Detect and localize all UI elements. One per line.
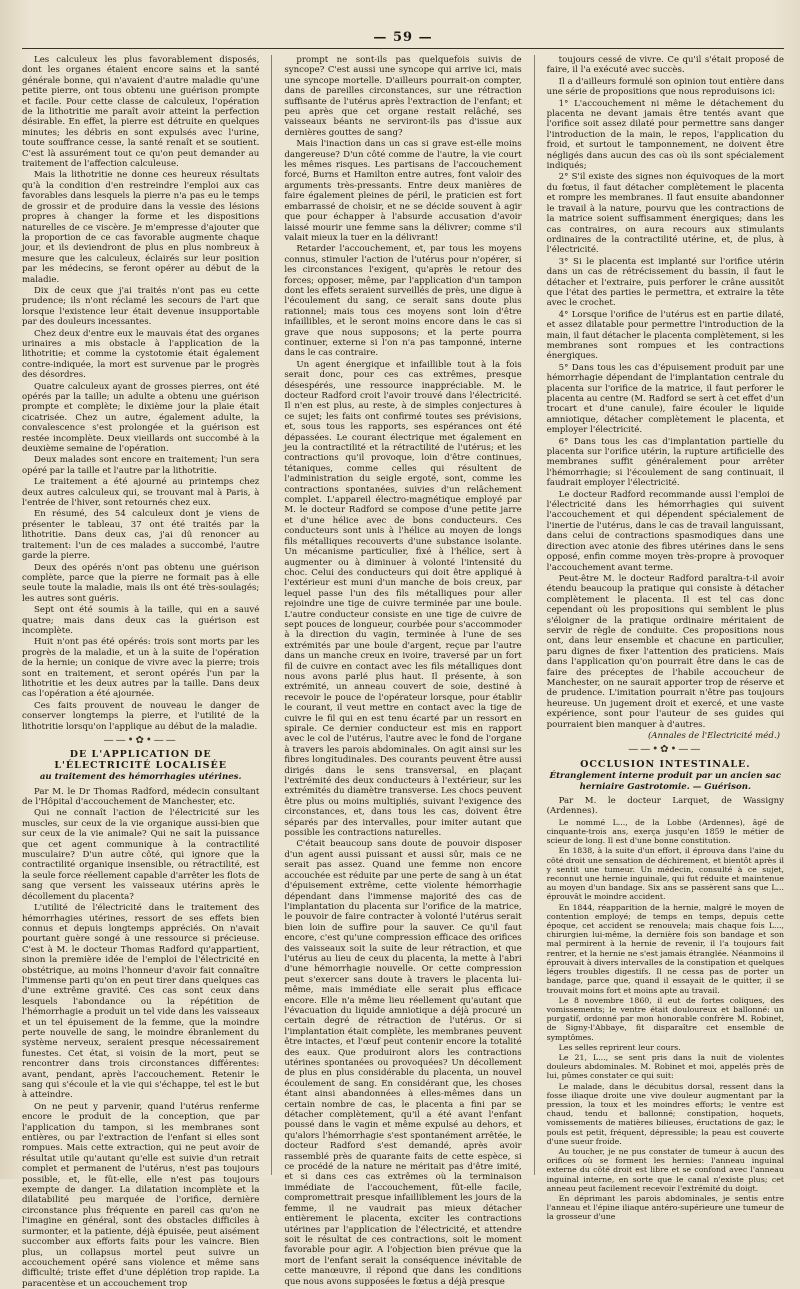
article-title: OCCLUSION INTESTINALE. <box>580 758 751 770</box>
paragraph: 2° S'il existe des signes non équivoques de la mort du fœtus, il faut détacher complètement le placenta et rompre les membranes. Il faut ensuite abandonner le travail à la nature, pourvu que les contractions de la matrice soient suffisamment énergiques; dans les cas contraires, on aura recours aux stimulants ordinaires de la contractilité utérine, et, de plus, à l'électricité. <box>546 172 784 256</box>
article-author: Par M. le docteur Larquet, de Wassigny (Ardennes). <box>546 796 784 817</box>
column-3-text <box>547 55 784 730</box>
paragraph: Peut-être M. le docteur Radford paraîtra-t-il avoir étendu beaucoup la pratique qui consiste à détacher complètement le placenta. Il est tel cas donc cependant où les propositions qui semblent le plus s'éloigner de la pratique ordinaire méritaient de servir de règle de conduite. Ces propositions nous ont, dans leur ensemble et chacune en particulier, paru dignes de fixer l'attention des praticiens. Mais dans l'application qu'on pourrait être dans le cas de faire des préceptes de l'habile accoucheur de Manchester, on ne saurait apporter trop de réserve et de prudence. L'imitation pourrait n'être pas toujours heureuse. Un jugement droit et exercé, et une vaste expérience, sont pour l'auteur de ses guides qui pourraient bien manquer à d'autres. <box>546 573 784 730</box>
paragraph: Les calculeux les plus favorablement disposés, dont les organes étaient encore sains et la santé générale bonne, qui n'avaient d'autre maladie qu'une petite pierre, ont tous obtenu une guérison prompte et facile. Pour cette classe de calculeux, l'opération de la lithotritie me paraît avoir atteint la perfection désirable. En effet, la pierre est détruite en quelques minutes; les débris en sont expulsés avec l'urine, toute souffrance cesse, la santé renaît et se soutient. C'est là assurément tout ce qu'on peut demander au traitement de l'affection calculeuse. <box>22 55 260 170</box>
paragraph: Mais l'inaction dans un cas si grave est-elle moins dangereuse? D'un côté comme de l'autre, la vie court les mêmes risques. Les partisans de l'accouchement forcé, Burns et Hamilton entre autres, font valoir des arguments très-pressants. Entre deux manières de faire également pleines de péril, le praticien est fort embarrassé de choisir, et ne se décide souvent à agir que pour échapper à l'absurde accusation d'avoir laissé mourir une femme sans la délivrer; comme s'il valait mieux la tuer en la délivrant! <box>284 139 522 243</box>
paragraph: Quatre calculeux ayant de grosses pierres, ont été opérés par la taille; un adulte a obtenu une guérison prompte et complète; le dixième jour la plaie était cicatrisée. Chez un autre, également adulte, la convalescence s'est prolongée et la guérison est restée incomplète. Deux vieillards ont succombé à la deuxième semaine de l'opération. <box>22 381 260 455</box>
column-3-article-text <box>547 818 784 1222</box>
paragraph: Mais la lithotritie ne donne ces heureux résultats qu'à la condition d'en restreindre l'emploi aux cas favorables dans lesquels la pierre n'a pas eu le temps de grossir et de produire dans la vessie des lésions propres à changer la forme et les dispositions naturelles de ce viscère. Je m'empresse d'ajouter que la proportion de ce cas favorable augmente chaque jour, et ils deviendront de plus en plus nombreux à mesure que les calculeux, éclairés sur leur position par les médecins, se feront opérer au début de la maladie. <box>22 170 260 285</box>
article-title: DE L'APPLICATION DE L'ÉLECTRICITÉ LOCALISÉE <box>54 749 228 771</box>
ornament-divider: ——•✿•—— <box>628 744 703 756</box>
paragraph: 6° Dans tous les cas d'implantation partielle du placenta sur l'orifice utérin, la rupture artificielle des membranes suffit généralement pour arrêter l'hémorrhagie; si l'écoulement de sang continuait, il faudrait employer l'électricité. <box>546 436 784 489</box>
paragraph: Qui ne connaît l'action de l'électricité sur les muscles, sur ceux de la vie organique aussi-bien que sur ceux de la vie animale? Qui ne sait la puissance que cet agent communique à la contractilité musculaire? D'un autre côté, qui ignore que la contractilité organique insensible, ou rétractilité, est la seule force réellement capable d'arrêter les flots de sang que versent les vaisseaux utérins après le décollement du placenta? <box>22 808 260 902</box>
paragraph: Ces faits prouvent de nouveau le danger de conserver longtemps la pierre, et l'utilité de la lithotritie lorsqu'on l'applique au début de la maladie. <box>22 700 260 732</box>
paragraph: Deux des opérés n'ont pas obtenu une guérison complète, parce que la pierre ne formait pas à elle seule toute la maladie, mais ils ont été très-soulagés; les autres sont guéris. <box>22 562 260 604</box>
paragraph: 1° L'accouchement ni même le détachement du placenta ne devant jamais être tentés avant que l'orifice soit assez dilaté pour permettre sans danger l'introduction de la main, le repos, l'application du froid, et surtout le tamponnement, ne doivent être négligés dans aucun des cas où ils sont spécialement indiqués; <box>546 98 784 172</box>
column-divider <box>534 55 535 1175</box>
header-rule <box>22 48 784 49</box>
paragraph: 3° Si le placenta est implanté sur l'orifice utérin dans un cas de rétrécissement du bassin, il faut le détacher et l'extraire, puis perforer le crâne aussitôt que l'état des parties le permettra, et extraire la tête avec le crochet. <box>546 256 784 309</box>
article-subtitle: au traitement des hémorrhagies utérines. <box>39 772 242 783</box>
source-citation: (Annales de l'Electricité méd.) <box>647 731 780 741</box>
paragraph: toujours cessé de vivre. Ce qu'il s'était proposé de faire, il l'a exécuté avec succès. <box>546 55 784 76</box>
paragraph: Chez deux d'entre eux le mauvais état des organes urinaires a mis obstacle à l'application de la lithotritie; et comme la cystotomie était également contre-indiquée, la mort est survenue par le progrès des désordres. <box>22 328 260 381</box>
paragraph: Un agent énergique et infaillible tout à la fois serait donc, pour ces cas extrêmes, presque désespérés, une ressource inappréciable. M. le docteur Radford croit l'avoir trouvé dans l'électricité. Il n'en est plus, au reste, à de simples conjectures à ce sujet; les faits ont confirmé toutes ses prévisions, et, sous tous les rapports, ses espérances ont été dépassées. Le courant électrique met également en jeu la contractilité et la rétractilité de l'utérus; et les contractions qu'il provoque, loin d'être continues, tétaniques, comme celles qui résultent de l'administration du seigle ergoté, sont, comme les contractions spontanées, suivies d'un relâchement complet. L'appareil électro-magnétique employé par M. le docteur Radford se compose d'une petite jarre et d'une hélice avec de bons conducteurs. Ces conducteurs sont unis à l'hélice au moyen de longs fils métalliques recouverts d'une substance isolante. Un mécanisme particulier, fixé à l'hélice, sert à augmenter ou à diminuer à volonté l'intensité du choc. Celui des conducteurs qui doit être appliqué à l'extérieur est muni d'un manche de bois creux, par lequel passe l'un des fils métalliques pour aller rejoindre une tige de cuivre terminée par une boule. L'autre conducteur consiste en une tige de cuivre de sept pouces de longueur, courbée pour s'accommoder à la direction du vagin, terminée à l'une de ses extrémités par une boule d'argent, reçue par l'autre dans un manche creux en ivoire, traversé par un fort fil de cuivre en contact avec les fils métalliques dont nous avons parlé plus haut. Il présente, à son extrémité, un anneau couvert de soie, destiné à recevoir le pouce de l'opérateur lorsque, pour établir le courant, il veut mettre en contact avec la tige de cuivre le fil qui en est tenu écarté par un ressort en spirale. Ce dernier conducteur est mis en rapport avec le col de l'utérus, l'autre avec le fond de l'organe à travers les parois abdominales. On agit ainsi sur les fibres longitudinales. Des courants peuvent être aussi dirigés dans le sens transversal, en plaçant l'extrémité des deux conducteurs à l'extérieur, sur les extrémités du diamètre transverse. Les chocs peuvent être plus ou moins multipliés, suivant l'exigence des circonstances, et, dans tous les cas, doivent être séparés par des intervalles, pour imiter autant que possible les contractions naturelles. <box>284 359 522 839</box>
paragraph: 4° Lorsque l'orifice de l'utérus est en partie dilaté, et assez dilatable pour permettre l'introduction de la main, il faut détacher le placenta complètement, si les membranes sont rompues et les contractions énergiques. <box>546 309 784 362</box>
article-author: Par M. le Dr Thomas Radford, médecin consultant de l'Hôpital d'accouchement de Manchester, etc. <box>22 786 260 808</box>
paragraph: Il a d'ailleurs formulé son opinion tout entière dans une série de propositions que nous reproduisons ici: <box>546 76 784 98</box>
paragraph: Le 8 novembre 1860, il eut de fortes coliques, des vomissements; le ventre était douloureux et ballonné: un purgatif, ordonné par mon honorable confrère M. Robinet, de Signy-l'Abbaye, fit disparaître cet ensemble de symptômes. <box>546 995 784 1042</box>
paragraph: Le 21, L..., se sent pris dans la nuit de violentes douleurs abdominales. M. Robinet et moi, appelés près de lui, pûmes constater ce qui suit: <box>546 1052 784 1081</box>
paragraph: Deux malades sont encore en traitement; l'un sera opéré par la taille et l'autre par la lithotritie. <box>22 455 260 476</box>
article-subtitle: Étranglement interne produit par un ancien sac herniaire Gastrotomie. — Guérison. <box>549 771 782 792</box>
paragraph: Le docteur Radford recommande aussi l'emploi de l'électricité dans les hémorrhagies qui suivent l'accouchement et qui dépendent spécialement de l'inertie de l'utérus, dans le cas de travail languissant, dans celui de contractions spasmodiques dans une direction avec atonie des fibres utérines dans le sens opposé, enfin comme moyen très-propre à provoquer l'accouchement avant terme. <box>546 489 784 573</box>
columns <box>22 55 784 1289</box>
paragraph: Au toucher, je ne pus constater de tumeur à aucun des orifices où se forment les hernies: l'anneau inguinal externe du côté droit est libre et se confond avec l'anneau inguinal interne, en sorte que le canal n'existe plus; cet anneau peut facilement recevoir l'extrémité du doigt. <box>546 1146 784 1193</box>
paragraph: On ne peut y parvenir, quand l'utérus renferme encore le produit de la conception, que par l'application du tampon, si les membranes sont entières, ou par l'extraction de l'enfant si elles sont rompues. Mais cette extraction, qui ne peut avoir de résultat utile qu'autant qu'elle est suivie d'un retrait complet et permanent de l'utérus, n'est pas toujours possible, et, le fût-elle, elle n'est pas toujours exempte de danger. La dilatation incomplète et la dilatabilité peu marquée de l'orifice, dernière circonstance plus fréquente en pareil cas qu'on ne l'imagine en général, sont des obstacles difficiles à surmonter, et la patiente, déjà épuisée, peut aisément succomber aux efforts faits pour les vaincre. Bien plus, un collapsus mortel peut suivre un accouchement opéré sans violence et même sans difficulté; triste effet d'une déplétion trop rapide. La paracentèse et un accouchement trop <box>22 1101 260 1289</box>
paragraph: C'était beaucoup sans doute de pouvoir disposer d'un agent aussi puissant et aussi sûr, mais ce ne serait pas assez. Quand une femme non encore accouchée est réduite par une perte de sang à un état d'épuisement extrême, cette violente hémorrhagie dépendant dans l'immense majorité des cas de l'implantation du placenta sur l'orifice de la matrice, le pouvoir de faire contracter à volonté l'utérus serait bien loin de suffire pour la sauver. Ce qu'il faut encore, c'est qu'une compression efficace des orifices des vaisseaux soit la suite de leur rétraction, et que l'utérus au lieu de ceux du placenta, la mette à l'abri d'une hémorrhagie nouvelle. Or cette compression peut s'exercer sans doute à travers le placenta lui-même, mais immédiate elle serait plus efficace encore. Elle n'a même lieu réellement qu'autant que l'évacuation du liquide amniotique a déjà procuré un certain degré de rétraction de l'utérus. Or si l'implantation était complète, les membranes peuvent être intactes, et l'œuf peut contenir encore la totalité des eaux. Que produiront alors les contractions utérines spontanées ou provoquées? Un décollement de plus en plus considérable du placenta, un nouvel écoulement de sang. En considérant que, les choses étant ainsi abandonnées à elles-mêmes dans un certain nombre de cas, le placenta a fini par se détacher complètement, qu'il a été avant l'enfant poussé dans le vagin et même expulsé au dehors, et qu'alors l'hémorrhagie s'est spontanément arrêtée, le docteur Radford s'est demandé, après avoir rassemblé près de quarante faits de cette espèce, si ce procédé de la nature ne méritait pas d'être imité, et si dans ces cas extrêmes où la terminaison immédiate de l'accouchement, fût-elle facile, compromettrait presque infailliblement les jours de la femme, il ne vaudrait pas mieux détacher entièrement le placenta, exciter les contractions utérines par l'application de l'électricité, et attendre soit le résultat de ces contractions, soit le moment favorable pour agir. A l'objection bien prévue que la mort de l'enfant serait la conséquence inévitable de cette manœuvre, il répond que dans les conditions que nous avons supposées le fœtus a déjà presque <box>284 839 522 1287</box>
paragraph: En déprimant les parois abdominales, je sentis entre l'anneau et l'épine iliaque antéro-supérieure une tumeur de la grosseur d'une <box>546 1193 784 1222</box>
column-2 <box>284 55 522 1287</box>
paragraph: En résumé, des 54 calculeux dont je viens de présenter le tableau, 37 ont été traités par la lithotritie. Dans deux cas, j'ai dû renoncer au traitement: l'un de ces malades a succombé, l'autre garde la pierre. <box>22 509 260 562</box>
paragraph: En 1844, réapparition de la hernie, malgré le moyen de contention employé; de temps en temps, depuis cette époque, cet accident se renouvela; mais chaque fois L..., chirurgien lui-même, la dernière fois son bandage et son mal permirent à la hernie de revenir, il l'a toujours fait rentrer, et la hernie ne s'est jamais étranglée. Néanmoins il éprouvait à divers intervalles de la constipation et quelques légers troubles digestifs. Il ne cessa pas de porter un bandage, parce que, quand il essayait de le quitter, il se trouvait moins fort et moins apte au travail. <box>546 902 784 995</box>
column-1-article-text <box>22 808 259 1289</box>
column-2-text <box>284 55 521 1287</box>
paragraph: Le nommé L..., de la Lobbe (Ardennes), âgé de cinquante-trois ans, exerça jusqu'en 1859 le métier de scieur de long. Il est d'une bonne constitution. <box>546 817 784 846</box>
column-1-text <box>22 55 259 732</box>
paragraph: Les selles reprirent leur cours. <box>558 1042 681 1052</box>
page-number: — 59 — <box>373 30 433 45</box>
column-divider <box>271 55 272 1175</box>
ornament-divider: ——•✿•—— <box>103 735 178 746</box>
paragraph: Huit n'ont pas été opérés: trois sont morts par les progrès de la maladie, et un à la suite de l'opération de la hernie; un conique de vivre avec la pierre; trois sont en traitement, et seront opérés l'un par la lithotritie et les deux autres par la taille. Dans deux cas l'opération a été ajournée. <box>22 637 260 700</box>
paragraph: Dix de ceux que j'ai traités n'ont pas eu cette prudence; ils n'ont réclamé les secours de l'art que lorsque l'existence leur était devenue insupportable par des douleurs incessantes. <box>22 285 260 328</box>
paragraph: L'utilité de l'électricité dans le traitement des hémorrhagies utérines, ressort de ses effets bien connus et depuis longtemps appréciés. On n'avait pourtant guère songé à une ressource si précieuse. C'est à M. le docteur Thomas Radford qu'appartient, sinon la première idée de l'emploi de l'électricité en obstétrique, au moins l'honneur d'avoir fait connaître l'immense parti qu'on en peut tirer dans quelques cas d'une extrême gravité. Ces cas sont ceux dans lesquels l'abondance ou la répétition de l'hémorrhagie a produit un tel vide dans les vaisseaux et un tel épuisement de la femme, que la moindre perte nouvelle de sang, le moindre ébranlement du système nerveux, seraient presque nécessairement funestes. Cet état, si voisin de la mort, peut se rencontrer dans trois circonstances différentes: avant, pendant, après l'accouchement. Retenir le sang qui s'écoule et la vie qui s'échappe, tel est le but à atteindre. <box>22 903 260 1101</box>
paragraph: Sept ont été soumis à la taille, qui en a sauvé quatre; mais dans deux cas la guérison est incomplète. <box>22 605 260 636</box>
column-1 <box>22 55 260 1289</box>
paragraph: Le malade, dans le décubitus dorsal, ressent dans la fosse iliaque droite une vive douleur augmentant par la pression, la toux et les moindres efforts; le ventre est chaud, tendu et ballonné; constipation, hoquets, vomissements de matières bilieuses, éructations de gaz; le pouls est petit, fréquent, dépressible; la peau est couverte d'une sueur froide. <box>546 1081 784 1146</box>
paragraph: prompt ne sont-ils pas quelquefois suivis de syncope? C'est aussi une syncope qui arrive ici, mais une syncope mortelle. D'ailleurs pourrait-on compter, dans de pareilles circonstances, sur une rétraction suffisante de l'utérus après l'extraction de l'enfant; et peu après que cet organe restait relâché, ses vaisseaux béants ne serviront-ils pas d'issue aux dernières gouttes de sang? <box>284 55 522 138</box>
paragraph: Le traitement a été ajourné au printemps chez deux autres calculeux qui, se trouvant mal à Paris, à l'entrée de l'hiver, sont retournés chez eux. <box>22 477 260 509</box>
column-3 <box>546 55 784 1222</box>
paragraph: Retarder l'accouchement, et, par tous les moyens connus, stimuler l'action de l'utérus pour n'opérer, si les circonstances l'exigent, qu'après le retour des forces; opposer, même, par l'application d'un tampon dont les effets seraient surveillés de près, une digue à l'écoulement du sang, ce serait sans doute plus rationnel; mais tous ces moyens sont loin d'être infaillibles, et le seront moins encore dans le cas si grave que nous supposons; et la perte pourra continuer, externe si l'on n'a pas tamponné, interne dans le cas contraire. <box>284 244 522 359</box>
paragraph: En 1838, à la suite d'un effort, il éprouva dans l'aine du côté droit une sensation de déchirement, et bientôt après il y sentit une tumeur. Un médecin, consulté à ce sujet, reconnut une hernie inguinale, qui fut réduite et maintenue au moyen d'un bandage. Six ans se passèrent sans que L... éprouvât le moindre accident. <box>546 846 784 902</box>
paragraph: 5° Dans tous les cas d'épuisement produit par une hémorrhagie dépendant de l'implantation centrale du placenta sur l'orifice de la matrice, il faut perforer le placenta au centre (M. Radford se sert à cet effet d'un trocart et d'une canule), faire écouler le liquide amniotique, détacher complètement le placenta, et employer l'électricité. <box>546 362 784 436</box>
